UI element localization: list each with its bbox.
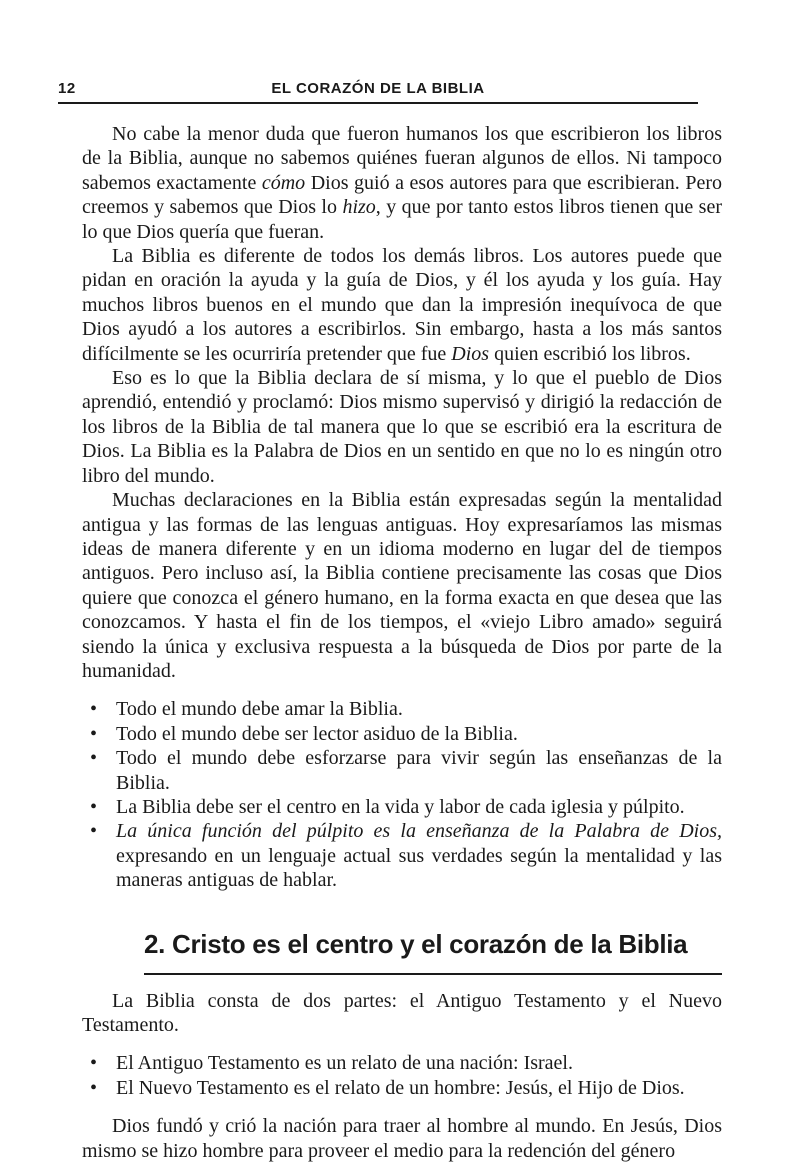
running-header	[58, 76, 698, 104]
list-item-text: expresando en un lenguaje actual sus verdades según la mentalidad y las maneras antiguas de hablar.	[116, 844, 722, 892]
section-heading: 2. Cristo es el centro y el corazón de la Biblia	[144, 928, 688, 959]
list-item-text: La Biblia debe ser el centro en la vida y labor de cada iglesia y púlpito.	[116, 795, 685, 818]
text-run: No cabe la menor duda que fueron humanos los que escribieron los libros de la Biblia, aunque no sabemos quiénes fueran algunos de ellos. Ni tampoco sabemos exactamente	[82, 123, 722, 194]
text-run: quien escribió los libros.	[489, 342, 691, 365]
bullet-list-2	[82, 1051, 722, 1100]
list-item-text: El Antiguo Testamento es un relato de una nación: Israel.	[116, 1052, 573, 1075]
paragraph-2	[82, 244, 722, 366]
section-divider	[144, 973, 722, 975]
list-item	[90, 795, 722, 819]
list-item	[90, 746, 722, 795]
bullet-icon: •	[90, 795, 98, 818]
list-item-text: Todo el mundo debe esforzarse para vivir según las enseñanzas de la Biblia.	[116, 747, 722, 794]
italic-run: cómo	[261, 171, 306, 194]
list-item	[90, 1076, 722, 1100]
italic-run: La única función del púlpito es la enseñanza de la Palabra de Dios,	[116, 820, 722, 843]
body-text	[82, 122, 722, 1163]
closing-paragraph: Dios fundó y crió la nación para traer al hombre al mundo. En Jesús, Dios mismo se hizo hombre para proveer el medio para la redención del género	[82, 1115, 722, 1162]
list-item	[90, 722, 722, 746]
bullet-icon: •	[90, 747, 98, 770]
paragraph-4: Muchas declaraciones en la Biblia están expresadas según la mentalidad antigua y las formas de las lenguas antiguas. Hoy expresaríamos las mismas ideas de manera diferente y en un idioma moderno en lugar del de tiempos antiguos. Pero incluso así, la Biblia contiene precisamente las cosas que Dios quiere que conozca el género humano, en la forma exacta en que desea que las conozcamos. Y hasta el fin de los tiempos, el «viejo Libro amado» seguirá siendo la única y exclusiva respuesta a la búsqueda de Dios por parte de la humanidad.	[82, 489, 722, 682]
bullet-icon: •	[90, 820, 98, 843]
bullet-icon: •	[90, 1052, 98, 1075]
bullet-icon: •	[90, 1076, 98, 1099]
list-item-text: Todo el mundo debe amar la Biblia.	[116, 698, 403, 721]
bullet-icon: •	[90, 722, 98, 745]
list-item	[90, 1051, 722, 1075]
bullet-list-1	[82, 697, 722, 892]
paragraph-3: Eso es lo que la Biblia declara de sí misma, y lo que el pueblo de Dios aprendió, entendió y proclamó: Dios mismo supervisó y dirigió la redacción de los libros de la Biblia de tal manera que lo que se escribió era la escritura de Dios. La Biblia es la Palabra de Dios en un sentido en que no lo es ningún otro libro del mundo.	[82, 367, 722, 487]
page-number: 12	[58, 80, 76, 97]
paragraph-1	[82, 122, 722, 244]
italic-run: hizo	[342, 196, 376, 219]
list-item-text: Todo el mundo debe ser lector asiduo de la Biblia.	[116, 722, 518, 745]
running-title: EL CORAZÓN DE LA BIBLIA	[271, 80, 485, 97]
italic-run: Dios	[451, 342, 490, 365]
text-run: Dios guió a esos autores para que escribieran. Pero creemos y sabemos que Dios lo	[82, 171, 722, 219]
bullet-icon: •	[90, 698, 98, 721]
text-run: , y que por tanto estos libros tienen que ser lo que Dios quería que fueran.	[82, 196, 722, 243]
list-item	[90, 819, 722, 892]
list-item-text: El Nuevo Testamento es el relato de un hombre: Jesús, el Hijo de Dios.	[116, 1076, 685, 1099]
text-run: La Biblia es diferente de todos los demás libros. Los autores puede que pidan en oración la ayuda y la guía de Dios, y él los ayuda y los guía. Hay muchos libros buenos en el mundo que dan la impresión inequívoca de que Dios ayudó a los autores a escribirlos. Sin embargo, hasta a los más santos difícilmente se les ocurriría pretender que fue	[82, 245, 722, 365]
list-item	[90, 697, 722, 721]
section-intro: La Biblia consta de dos partes: el Antiguo Testamento y el Nuevo Testamento.	[82, 989, 722, 1036]
